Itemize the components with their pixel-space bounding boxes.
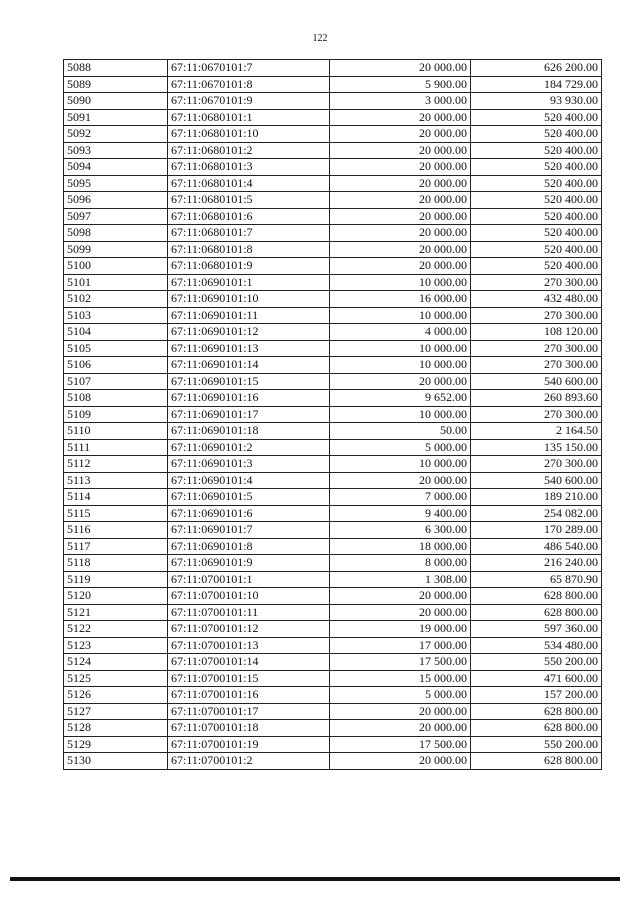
table-row bbox=[64, 208, 602, 225]
cadastral-number-cell: 67:11:0690101:4 bbox=[168, 472, 330, 489]
row-number-cell: 5122 bbox=[64, 621, 168, 638]
value-cell: 534 480.00 bbox=[471, 637, 602, 654]
cadastral-number-cell: 67:11:0680101:7 bbox=[168, 225, 330, 242]
cadastral-number-cell: 67:11:0690101:15 bbox=[168, 373, 330, 390]
area-cell: 3 000.00 bbox=[330, 93, 471, 110]
row-number-cell: 5121 bbox=[64, 604, 168, 621]
value-cell: 270 300.00 bbox=[471, 406, 602, 423]
cadastral-number-cell: 67:11:0690101:8 bbox=[168, 538, 330, 555]
cadastral-number-cell: 67:11:0700101:16 bbox=[168, 687, 330, 704]
value-cell: 216 240.00 bbox=[471, 555, 602, 572]
value-cell: 270 300.00 bbox=[471, 456, 602, 473]
value-cell: 628 800.00 bbox=[471, 703, 602, 720]
table-row bbox=[64, 423, 602, 440]
table-row bbox=[64, 720, 602, 737]
row-number-cell: 5123 bbox=[64, 637, 168, 654]
area-cell: 20 000.00 bbox=[330, 208, 471, 225]
table-row bbox=[64, 109, 602, 126]
cadastral-number-cell: 67:11:0690101:14 bbox=[168, 357, 330, 374]
area-cell: 16 000.00 bbox=[330, 291, 471, 308]
row-number-cell: 5109 bbox=[64, 406, 168, 423]
table-row bbox=[64, 274, 602, 291]
value-cell: 170 289.00 bbox=[471, 522, 602, 539]
cadastral-number-cell: 67:11:0680101:3 bbox=[168, 159, 330, 176]
cadastral-number-cell: 67:11:0690101:18 bbox=[168, 423, 330, 440]
area-cell: 20 000.00 bbox=[330, 472, 471, 489]
area-cell: 15 000.00 bbox=[330, 670, 471, 687]
cadastral-number-cell: 67:11:0690101:17 bbox=[168, 406, 330, 423]
area-cell: 20 000.00 bbox=[330, 720, 471, 737]
row-number-cell: 5088 bbox=[64, 60, 168, 77]
value-cell: 270 300.00 bbox=[471, 357, 602, 374]
cadastral-number-cell: 67:11:0690101:10 bbox=[168, 291, 330, 308]
cadastral-number-cell: 67:11:0690101:9 bbox=[168, 555, 330, 572]
cadastral-number-cell: 67:11:0690101:2 bbox=[168, 439, 330, 456]
table-row bbox=[64, 307, 602, 324]
value-cell: 550 200.00 bbox=[471, 654, 602, 671]
row-number-cell: 5094 bbox=[64, 159, 168, 176]
cadastral-number-cell: 67:11:0680101:9 bbox=[168, 258, 330, 275]
cadastral-number-cell: 67:11:0700101:18 bbox=[168, 720, 330, 737]
row-number-cell: 5096 bbox=[64, 192, 168, 209]
value-cell: 626 200.00 bbox=[471, 60, 602, 77]
table-row bbox=[64, 142, 602, 159]
cadastral-number-cell: 67:11:0690101:16 bbox=[168, 390, 330, 407]
table-body bbox=[64, 60, 602, 770]
row-number-cell: 5110 bbox=[64, 423, 168, 440]
area-cell: 18 000.00 bbox=[330, 538, 471, 555]
area-cell: 10 000.00 bbox=[330, 406, 471, 423]
row-number-cell: 5130 bbox=[64, 753, 168, 770]
table-row bbox=[64, 687, 602, 704]
area-cell: 5 000.00 bbox=[330, 439, 471, 456]
area-cell: 17 500.00 bbox=[330, 654, 471, 671]
area-cell: 50.00 bbox=[330, 423, 471, 440]
value-cell: 540 600.00 bbox=[471, 472, 602, 489]
cadastral-number-cell: 67:11:0680101:2 bbox=[168, 142, 330, 159]
area-cell: 8 000.00 bbox=[330, 555, 471, 572]
row-number-cell: 5128 bbox=[64, 720, 168, 737]
value-cell: 550 200.00 bbox=[471, 736, 602, 753]
row-number-cell: 5116 bbox=[64, 522, 168, 539]
table-row bbox=[64, 538, 602, 555]
table-row bbox=[64, 76, 602, 93]
row-number-cell: 5089 bbox=[64, 76, 168, 93]
area-cell: 20 000.00 bbox=[330, 175, 471, 192]
area-cell: 20 000.00 bbox=[330, 60, 471, 77]
value-cell: 597 360.00 bbox=[471, 621, 602, 638]
table-row bbox=[64, 522, 602, 539]
value-cell: 108 120.00 bbox=[471, 324, 602, 341]
cadastral-number-cell: 67:11:0680101:1 bbox=[168, 109, 330, 126]
value-cell: 628 800.00 bbox=[471, 720, 602, 737]
table-row bbox=[64, 340, 602, 357]
row-number-cell: 5108 bbox=[64, 390, 168, 407]
table-row bbox=[64, 555, 602, 572]
area-cell: 7 000.00 bbox=[330, 489, 471, 506]
bottom-divider bbox=[10, 877, 620, 881]
area-cell: 20 000.00 bbox=[330, 241, 471, 258]
area-cell: 20 000.00 bbox=[330, 703, 471, 720]
cadastral-number-cell: 67:11:0700101:15 bbox=[168, 670, 330, 687]
value-cell: 520 400.00 bbox=[471, 208, 602, 225]
value-cell: 471 600.00 bbox=[471, 670, 602, 687]
table-row bbox=[64, 670, 602, 687]
table-row bbox=[64, 258, 602, 275]
value-cell: 135 150.00 bbox=[471, 439, 602, 456]
area-cell: 20 000.00 bbox=[330, 142, 471, 159]
area-cell: 4 000.00 bbox=[330, 324, 471, 341]
row-number-cell: 5115 bbox=[64, 505, 168, 522]
table-row bbox=[64, 654, 602, 671]
row-number-cell: 5112 bbox=[64, 456, 168, 473]
table-row bbox=[64, 703, 602, 720]
data-table-container bbox=[63, 59, 601, 770]
value-cell: 157 200.00 bbox=[471, 687, 602, 704]
row-number-cell: 5114 bbox=[64, 489, 168, 506]
table-row bbox=[64, 126, 602, 143]
area-cell: 10 000.00 bbox=[330, 357, 471, 374]
cadastral-number-cell: 67:11:0680101:6 bbox=[168, 208, 330, 225]
row-number-cell: 5100 bbox=[64, 258, 168, 275]
cadastral-number-cell: 67:11:0700101:12 bbox=[168, 621, 330, 638]
value-cell: 520 400.00 bbox=[471, 159, 602, 176]
data-table bbox=[63, 59, 602, 770]
table-row bbox=[64, 192, 602, 209]
table-row bbox=[64, 588, 602, 605]
value-cell: 628 800.00 bbox=[471, 753, 602, 770]
row-number-cell: 5091 bbox=[64, 109, 168, 126]
row-number-cell: 5117 bbox=[64, 538, 168, 555]
value-cell: 189 210.00 bbox=[471, 489, 602, 506]
row-number-cell: 5102 bbox=[64, 291, 168, 308]
cadastral-number-cell: 67:11:0670101:8 bbox=[168, 76, 330, 93]
cadastral-number-cell: 67:11:0690101:11 bbox=[168, 307, 330, 324]
table-row bbox=[64, 241, 602, 258]
value-cell: 540 600.00 bbox=[471, 373, 602, 390]
cadastral-number-cell: 67:11:0670101:7 bbox=[168, 60, 330, 77]
table-row bbox=[64, 753, 602, 770]
table-row bbox=[64, 637, 602, 654]
value-cell: 260 893.60 bbox=[471, 390, 602, 407]
area-cell: 20 000.00 bbox=[330, 159, 471, 176]
cadastral-number-cell: 67:11:0700101:17 bbox=[168, 703, 330, 720]
value-cell: 520 400.00 bbox=[471, 109, 602, 126]
row-number-cell: 5106 bbox=[64, 357, 168, 374]
value-cell: 520 400.00 bbox=[471, 241, 602, 258]
value-cell: 65 870.90 bbox=[471, 571, 602, 588]
value-cell: 270 300.00 bbox=[471, 307, 602, 324]
row-number-cell: 5095 bbox=[64, 175, 168, 192]
value-cell: 628 800.00 bbox=[471, 604, 602, 621]
value-cell: 520 400.00 bbox=[471, 142, 602, 159]
area-cell: 6 300.00 bbox=[330, 522, 471, 539]
table-row bbox=[64, 489, 602, 506]
table-row bbox=[64, 93, 602, 110]
row-number-cell: 5120 bbox=[64, 588, 168, 605]
row-number-cell: 5098 bbox=[64, 225, 168, 242]
table-row bbox=[64, 456, 602, 473]
value-cell: 520 400.00 bbox=[471, 175, 602, 192]
area-cell: 10 000.00 bbox=[330, 456, 471, 473]
value-cell: 486 540.00 bbox=[471, 538, 602, 555]
cadastral-number-cell: 67:11:0680101:10 bbox=[168, 126, 330, 143]
area-cell: 20 000.00 bbox=[330, 373, 471, 390]
cadastral-number-cell: 67:11:0690101:12 bbox=[168, 324, 330, 341]
cadastral-number-cell: 67:11:0690101:3 bbox=[168, 456, 330, 473]
value-cell: 628 800.00 bbox=[471, 588, 602, 605]
cadastral-number-cell: 67:11:0670101:9 bbox=[168, 93, 330, 110]
area-cell: 9 400.00 bbox=[330, 505, 471, 522]
area-cell: 20 000.00 bbox=[330, 126, 471, 143]
cadastral-number-cell: 67:11:0680101:5 bbox=[168, 192, 330, 209]
row-number-cell: 5124 bbox=[64, 654, 168, 671]
table-row bbox=[64, 736, 602, 753]
table-row bbox=[64, 357, 602, 374]
value-cell: 254 082.00 bbox=[471, 505, 602, 522]
area-cell: 20 000.00 bbox=[330, 258, 471, 275]
cadastral-number-cell: 67:11:0690101:7 bbox=[168, 522, 330, 539]
row-number-cell: 5092 bbox=[64, 126, 168, 143]
area-cell: 17 500.00 bbox=[330, 736, 471, 753]
cadastral-number-cell: 67:11:0680101:4 bbox=[168, 175, 330, 192]
table-row bbox=[64, 324, 602, 341]
value-cell: 93 930.00 bbox=[471, 93, 602, 110]
table-row bbox=[64, 505, 602, 522]
table-row bbox=[64, 225, 602, 242]
table-row bbox=[64, 60, 602, 77]
area-cell: 5 900.00 bbox=[330, 76, 471, 93]
table-row bbox=[64, 472, 602, 489]
area-cell: 20 000.00 bbox=[330, 109, 471, 126]
value-cell: 270 300.00 bbox=[471, 274, 602, 291]
row-number-cell: 5104 bbox=[64, 324, 168, 341]
value-cell: 520 400.00 bbox=[471, 192, 602, 209]
page-number: 122 bbox=[312, 33, 328, 44]
area-cell: 10 000.00 bbox=[330, 307, 471, 324]
row-number-cell: 5097 bbox=[64, 208, 168, 225]
row-number-cell: 5126 bbox=[64, 687, 168, 704]
table-row bbox=[64, 406, 602, 423]
row-number-cell: 5118 bbox=[64, 555, 168, 572]
row-number-cell: 5093 bbox=[64, 142, 168, 159]
cadastral-number-cell: 67:11:0690101:6 bbox=[168, 505, 330, 522]
table-row bbox=[64, 373, 602, 390]
value-cell: 184 729.00 bbox=[471, 76, 602, 93]
row-number-cell: 5101 bbox=[64, 274, 168, 291]
area-cell: 20 000.00 bbox=[330, 753, 471, 770]
value-cell: 520 400.00 bbox=[471, 225, 602, 242]
area-cell: 20 000.00 bbox=[330, 192, 471, 209]
row-number-cell: 5113 bbox=[64, 472, 168, 489]
row-number-cell: 5107 bbox=[64, 373, 168, 390]
table-row bbox=[64, 175, 602, 192]
row-number-cell: 5127 bbox=[64, 703, 168, 720]
area-cell: 20 000.00 bbox=[330, 588, 471, 605]
row-number-cell: 5103 bbox=[64, 307, 168, 324]
cadastral-number-cell: 67:11:0690101:1 bbox=[168, 274, 330, 291]
area-cell: 10 000.00 bbox=[330, 340, 471, 357]
cadastral-number-cell: 67:11:0680101:8 bbox=[168, 241, 330, 258]
area-cell: 9 652.00 bbox=[330, 390, 471, 407]
table-row bbox=[64, 439, 602, 456]
value-cell: 270 300.00 bbox=[471, 340, 602, 357]
cadastral-number-cell: 67:11:0700101:19 bbox=[168, 736, 330, 753]
cadastral-number-cell: 67:11:0700101:13 bbox=[168, 637, 330, 654]
cadastral-number-cell: 67:11:0690101:13 bbox=[168, 340, 330, 357]
area-cell: 17 000.00 bbox=[330, 637, 471, 654]
value-cell: 520 400.00 bbox=[471, 258, 602, 275]
table-row bbox=[64, 621, 602, 638]
row-number-cell: 5105 bbox=[64, 340, 168, 357]
value-cell: 2 164.50 bbox=[471, 423, 602, 440]
table-row bbox=[64, 159, 602, 176]
table-row bbox=[64, 390, 602, 407]
table-row bbox=[64, 571, 602, 588]
area-cell: 5 000.00 bbox=[330, 687, 471, 704]
value-cell: 520 400.00 bbox=[471, 126, 602, 143]
area-cell: 20 000.00 bbox=[330, 225, 471, 242]
area-cell: 20 000.00 bbox=[330, 604, 471, 621]
area-cell: 10 000.00 bbox=[330, 274, 471, 291]
cadastral-number-cell: 67:11:0700101:14 bbox=[168, 654, 330, 671]
row-number-cell: 5099 bbox=[64, 241, 168, 258]
cadastral-number-cell: 67:11:0700101:2 bbox=[168, 753, 330, 770]
table-row bbox=[64, 291, 602, 308]
table-row bbox=[64, 604, 602, 621]
row-number-cell: 5129 bbox=[64, 736, 168, 753]
row-number-cell: 5090 bbox=[64, 93, 168, 110]
row-number-cell: 5111 bbox=[64, 439, 168, 456]
cadastral-number-cell: 67:11:0690101:5 bbox=[168, 489, 330, 506]
row-number-cell: 5119 bbox=[64, 571, 168, 588]
cadastral-number-cell: 67:11:0700101:10 bbox=[168, 588, 330, 605]
cadastral-number-cell: 67:11:0700101:11 bbox=[168, 604, 330, 621]
value-cell: 432 480.00 bbox=[471, 291, 602, 308]
area-cell: 19 000.00 bbox=[330, 621, 471, 638]
row-number-cell: 5125 bbox=[64, 670, 168, 687]
area-cell: 1 308.00 bbox=[330, 571, 471, 588]
cadastral-number-cell: 67:11:0700101:1 bbox=[168, 571, 330, 588]
